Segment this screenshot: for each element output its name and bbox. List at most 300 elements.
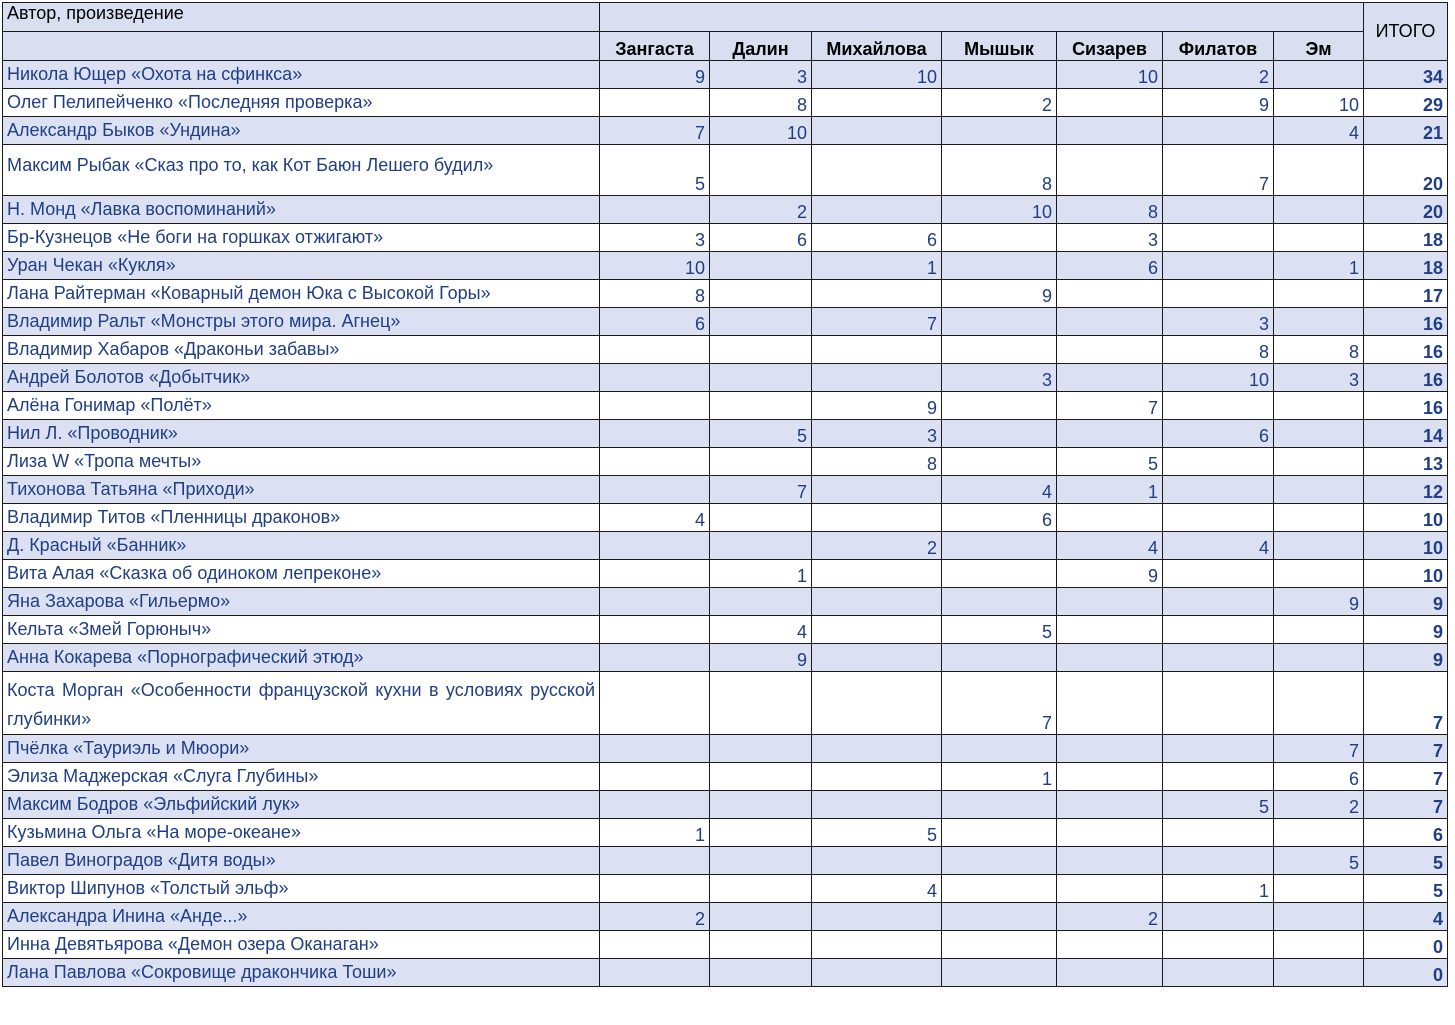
score-cell[interactable] xyxy=(1163,117,1274,145)
score-cell[interactable]: 6 xyxy=(1274,763,1364,791)
author-work-cell[interactable]: Олег Пелипейченко «Последняя проверка» xyxy=(3,89,600,117)
score-cell[interactable]: 2 xyxy=(812,532,942,560)
score-cell[interactable] xyxy=(1274,420,1364,448)
score-cell[interactable] xyxy=(942,336,1057,364)
author-work-cell[interactable]: Владимир Титов «Пленницы драконов» xyxy=(3,504,600,532)
score-cell[interactable] xyxy=(600,196,710,224)
score-cell[interactable] xyxy=(812,117,942,145)
score-cell[interactable] xyxy=(600,336,710,364)
score-cell[interactable]: 4 xyxy=(812,875,942,903)
author-work-cell[interactable]: Андрей Болотов «Добытчик» xyxy=(3,364,600,392)
score-cell[interactable] xyxy=(710,931,812,959)
score-cell[interactable] xyxy=(1163,616,1274,644)
score-cell[interactable] xyxy=(600,588,710,616)
score-cell[interactable]: 9 xyxy=(812,392,942,420)
score-cell[interactable] xyxy=(942,735,1057,763)
score-cell[interactable] xyxy=(942,117,1057,145)
score-cell[interactable] xyxy=(1274,616,1364,644)
score-cell[interactable] xyxy=(812,588,942,616)
table-row xyxy=(3,504,1448,532)
total-cell[interactable]: 16 xyxy=(1364,308,1448,336)
score-cell[interactable] xyxy=(942,560,1057,588)
author-work-cell[interactable]: Н. Монд «Лавка воспоминаний» xyxy=(3,196,600,224)
score-cell[interactable] xyxy=(812,959,942,987)
score-cell[interactable] xyxy=(1274,672,1364,735)
total-cell[interactable]: 9 xyxy=(1364,616,1448,644)
score-cell[interactable] xyxy=(600,616,710,644)
results-table xyxy=(2,2,1448,987)
score-cell[interactable] xyxy=(1163,763,1274,791)
score-cell[interactable] xyxy=(1274,931,1364,959)
score-cell[interactable] xyxy=(1274,224,1364,252)
score-cell[interactable]: 10 xyxy=(942,196,1057,224)
total-cell[interactable]: 10 xyxy=(1364,504,1448,532)
score-cell[interactable] xyxy=(1057,616,1163,644)
score-cell[interactable]: 4 xyxy=(710,616,812,644)
score-cell[interactable] xyxy=(812,931,942,959)
total-cell[interactable]: 0 xyxy=(1364,959,1448,987)
score-cell[interactable]: 6 xyxy=(710,224,812,252)
score-cell[interactable] xyxy=(600,89,710,117)
score-cell[interactable] xyxy=(1163,560,1274,588)
score-cell[interactable] xyxy=(1163,252,1274,280)
score-cell[interactable]: 6 xyxy=(942,504,1057,532)
author-work-cell[interactable]: Бр-Кузнецов «Не боги на горшках отжигают» xyxy=(3,224,600,252)
score-cell[interactable] xyxy=(942,875,1057,903)
score-cell[interactable]: 2 xyxy=(1057,903,1163,931)
score-cell[interactable] xyxy=(1163,819,1274,847)
score-cell[interactable] xyxy=(812,616,942,644)
score-cell[interactable]: 7 xyxy=(600,117,710,145)
total-cell[interactable]: 14 xyxy=(1364,420,1448,448)
score-cell[interactable] xyxy=(812,847,942,875)
score-cell[interactable] xyxy=(1163,931,1274,959)
score-cell[interactable]: 5 xyxy=(1274,847,1364,875)
score-cell[interactable]: 2 xyxy=(710,196,812,224)
score-cell[interactable]: 2 xyxy=(600,903,710,931)
score-cell[interactable]: 6 xyxy=(600,308,710,336)
score-cell[interactable]: 3 xyxy=(1057,224,1163,252)
score-cell[interactable] xyxy=(600,791,710,819)
total-cell[interactable]: 12 xyxy=(1364,476,1448,504)
total-cell[interactable]: 9 xyxy=(1364,644,1448,672)
score-cell[interactable] xyxy=(1274,308,1364,336)
score-cell[interactable] xyxy=(812,735,942,763)
author-work-cell[interactable]: Виктор Шипунов «Толстый эльф» xyxy=(3,875,600,903)
score-cell[interactable]: 8 xyxy=(1163,336,1274,364)
score-cell[interactable] xyxy=(600,448,710,476)
score-cell[interactable]: 5 xyxy=(812,819,942,847)
score-cell[interactable] xyxy=(1163,280,1274,308)
score-cell[interactable] xyxy=(942,931,1057,959)
author-work-cell[interactable]: Пчёлка «Тауриэль и Мюори» xyxy=(3,735,600,763)
author-work-cell[interactable]: Элиза Маджерская «Слуга Глубины» xyxy=(3,763,600,791)
score-cell[interactable] xyxy=(1163,735,1274,763)
score-cell[interactable] xyxy=(942,448,1057,476)
score-cell[interactable] xyxy=(1057,875,1163,903)
total-cell[interactable]: 7 xyxy=(1364,791,1448,819)
score-cell[interactable] xyxy=(1274,875,1364,903)
total-cell[interactable]: 29 xyxy=(1364,89,1448,117)
score-cell[interactable]: 2 xyxy=(942,89,1057,117)
score-cell[interactable]: 9 xyxy=(600,61,710,89)
score-cell[interactable]: 1 xyxy=(1057,476,1163,504)
judges-header-blank[interactable] xyxy=(600,3,1364,32)
score-cell[interactable]: 9 xyxy=(710,644,812,672)
score-cell[interactable] xyxy=(710,145,812,196)
score-cell[interactable] xyxy=(1274,903,1364,931)
table-row xyxy=(3,224,1448,252)
score-cell[interactable] xyxy=(710,588,812,616)
score-cell[interactable]: 4 xyxy=(1163,532,1274,560)
score-cell[interactable]: 6 xyxy=(1057,252,1163,280)
score-cell[interactable]: 1 xyxy=(942,763,1057,791)
score-cell[interactable]: 3 xyxy=(600,224,710,252)
score-cell[interactable] xyxy=(812,280,942,308)
score-cell[interactable]: 6 xyxy=(812,224,942,252)
score-cell[interactable] xyxy=(812,476,942,504)
score-cell[interactable] xyxy=(1163,588,1274,616)
score-cell[interactable] xyxy=(1163,196,1274,224)
total-cell[interactable]: 13 xyxy=(1364,448,1448,476)
score-cell[interactable] xyxy=(710,847,812,875)
score-cell[interactable] xyxy=(1274,196,1364,224)
score-cell[interactable] xyxy=(1057,145,1163,196)
score-cell[interactable]: 3 xyxy=(1163,308,1274,336)
author-work-cell[interactable]: Владимир Ральт «Монстры этого мира. Агнец» xyxy=(3,308,600,336)
author-work-cell[interactable]: Нил Л. «Проводник» xyxy=(3,420,600,448)
author-work-cell[interactable]: Инна Девятьярова «Демон озера Оканаган» xyxy=(3,931,600,959)
total-cell[interactable]: 16 xyxy=(1364,364,1448,392)
score-cell[interactable] xyxy=(1274,819,1364,847)
score-cell[interactable] xyxy=(600,959,710,987)
score-cell[interactable] xyxy=(812,791,942,819)
score-cell[interactable] xyxy=(942,791,1057,819)
score-cell[interactable] xyxy=(1163,392,1274,420)
score-cell[interactable]: 10 xyxy=(600,252,710,280)
author-work-cell[interactable]: Уран Чекан «Кукля» xyxy=(3,252,600,280)
score-cell[interactable]: 1 xyxy=(710,560,812,588)
score-cell[interactable] xyxy=(1057,336,1163,364)
score-cell[interactable] xyxy=(1057,672,1163,735)
judge-header[interactable]: Эм xyxy=(1274,32,1364,61)
score-cell[interactable]: 7 xyxy=(1274,735,1364,763)
total-cell[interactable]: 21 xyxy=(1364,117,1448,145)
score-cell[interactable] xyxy=(1163,672,1274,735)
total-cell[interactable]: 10 xyxy=(1364,532,1448,560)
score-cell[interactable] xyxy=(1057,89,1163,117)
score-cell[interactable] xyxy=(1274,476,1364,504)
table-row xyxy=(3,117,1448,145)
score-cell[interactable] xyxy=(942,819,1057,847)
score-cell[interactable] xyxy=(710,819,812,847)
score-cell[interactable] xyxy=(812,336,942,364)
score-cell[interactable] xyxy=(812,364,942,392)
total-header[interactable]: ИТОГО xyxy=(1364,3,1448,61)
score-cell[interactable] xyxy=(1057,364,1163,392)
score-cell[interactable] xyxy=(710,364,812,392)
score-cell[interactable] xyxy=(1274,145,1364,196)
score-cell[interactable]: 4 xyxy=(600,504,710,532)
author-work-cell[interactable]: Павел Виноградов «Дитя воды» xyxy=(3,847,600,875)
total-cell[interactable]: 17 xyxy=(1364,280,1448,308)
score-cell[interactable] xyxy=(1163,959,1274,987)
score-cell[interactable] xyxy=(942,532,1057,560)
author-work-cell[interactable]: Кузьмина Ольга «На море-океане» xyxy=(3,819,600,847)
score-cell[interactable] xyxy=(1274,532,1364,560)
score-cell[interactable]: 5 xyxy=(1163,791,1274,819)
score-cell[interactable] xyxy=(710,532,812,560)
score-cell[interactable]: 2 xyxy=(1274,791,1364,819)
score-cell[interactable]: 3 xyxy=(1274,364,1364,392)
score-cell[interactable] xyxy=(600,931,710,959)
score-cell[interactable]: 10 xyxy=(812,61,942,89)
score-cell[interactable] xyxy=(710,504,812,532)
judge-header[interactable]: Филатов xyxy=(1163,32,1274,61)
author-header-blank[interactable] xyxy=(3,32,600,61)
score-cell[interactable] xyxy=(710,308,812,336)
score-cell[interactable] xyxy=(1274,504,1364,532)
score-cell[interactable] xyxy=(710,252,812,280)
judge-header[interactable]: Зангаста xyxy=(600,32,710,61)
score-cell[interactable]: 7 xyxy=(1163,145,1274,196)
table-row xyxy=(3,89,1448,117)
score-cell[interactable] xyxy=(942,61,1057,89)
score-cell[interactable] xyxy=(710,959,812,987)
score-cell[interactable]: 8 xyxy=(710,89,812,117)
score-cell[interactable] xyxy=(1057,588,1163,616)
score-cell[interactable]: 9 xyxy=(1057,560,1163,588)
score-cell[interactable] xyxy=(1057,644,1163,672)
author-work-cell[interactable]: Владимир Хабаров «Драконьи забавы» xyxy=(3,336,600,364)
score-cell[interactable]: 9 xyxy=(1274,588,1364,616)
score-cell[interactable] xyxy=(942,392,1057,420)
score-cell[interactable] xyxy=(600,364,710,392)
score-cell[interactable]: 8 xyxy=(1274,336,1364,364)
total-cell[interactable]: 5 xyxy=(1364,875,1448,903)
score-cell[interactable]: 5 xyxy=(1057,448,1163,476)
score-cell[interactable] xyxy=(1057,117,1163,145)
score-cell[interactable]: 10 xyxy=(710,117,812,145)
author-work-cell[interactable]: Кельта «Змей Горюныч» xyxy=(3,616,600,644)
author-work-cell[interactable]: Александра Инина «Анде...» xyxy=(3,903,600,931)
score-cell[interactable] xyxy=(600,420,710,448)
table-row xyxy=(3,847,1448,875)
score-cell[interactable] xyxy=(1057,735,1163,763)
score-cell[interactable]: 6 xyxy=(1163,420,1274,448)
score-cell[interactable]: 7 xyxy=(942,672,1057,735)
author-work-cell[interactable]: Алёна Гонимар «Полёт» xyxy=(3,392,600,420)
score-cell[interactable]: 3 xyxy=(942,364,1057,392)
author-work-cell[interactable]: Яна Захарова «Гильермо» xyxy=(3,588,600,616)
score-cell[interactable]: 8 xyxy=(812,448,942,476)
total-cell[interactable]: 4 xyxy=(1364,903,1448,931)
score-cell[interactable] xyxy=(942,847,1057,875)
total-cell[interactable]: 7 xyxy=(1364,735,1448,763)
score-cell[interactable]: 5 xyxy=(600,145,710,196)
table-row xyxy=(3,532,1448,560)
score-cell[interactable] xyxy=(710,280,812,308)
score-cell[interactable] xyxy=(1274,280,1364,308)
total-cell[interactable]: 7 xyxy=(1364,672,1448,735)
score-cell[interactable]: 10 xyxy=(1163,364,1274,392)
score-cell[interactable]: 4 xyxy=(1274,117,1364,145)
author-header[interactable]: Автор, произведение xyxy=(3,3,600,32)
judge-header[interactable]: Михайлова xyxy=(812,32,942,61)
total-cell[interactable]: 10 xyxy=(1364,560,1448,588)
score-cell[interactable]: 1 xyxy=(812,252,942,280)
author-work-cell[interactable]: Д. Красный «Банник» xyxy=(3,532,600,560)
score-cell[interactable] xyxy=(1057,420,1163,448)
score-cell[interactable] xyxy=(1163,476,1274,504)
score-cell[interactable] xyxy=(812,504,942,532)
table-row xyxy=(3,735,1448,763)
score-cell[interactable] xyxy=(600,476,710,504)
score-cell[interactable]: 7 xyxy=(1057,392,1163,420)
score-cell[interactable] xyxy=(942,252,1057,280)
score-cell[interactable] xyxy=(710,791,812,819)
score-cell[interactable] xyxy=(600,735,710,763)
score-cell[interactable] xyxy=(710,903,812,931)
total-cell[interactable]: 16 xyxy=(1364,336,1448,364)
score-cell[interactable] xyxy=(710,763,812,791)
score-cell[interactable] xyxy=(600,763,710,791)
author-work-cell[interactable]: Александр Быков «Ундина» xyxy=(3,117,600,145)
score-cell[interactable] xyxy=(600,532,710,560)
total-cell[interactable]: 7 xyxy=(1364,763,1448,791)
score-cell[interactable] xyxy=(710,875,812,903)
score-cell[interactable]: 2 xyxy=(1163,61,1274,89)
author-work-cell[interactable]: Тихонова Татьяна «Приходи» xyxy=(3,476,600,504)
score-cell[interactable] xyxy=(812,763,942,791)
total-cell[interactable]: 20 xyxy=(1364,196,1448,224)
score-cell[interactable] xyxy=(942,224,1057,252)
score-cell[interactable] xyxy=(942,903,1057,931)
table-row xyxy=(3,364,1448,392)
total-cell[interactable]: 0 xyxy=(1364,931,1448,959)
total-cell[interactable]: 18 xyxy=(1364,224,1448,252)
score-cell[interactable] xyxy=(1163,644,1274,672)
author-work-cell[interactable]: Коста Морган «Особенности французской кухни в условиях русской глубинки» xyxy=(3,672,600,735)
score-cell[interactable] xyxy=(942,959,1057,987)
score-cell[interactable]: 8 xyxy=(942,145,1057,196)
score-cell[interactable] xyxy=(1274,392,1364,420)
score-cell[interactable] xyxy=(1163,847,1274,875)
judge-header[interactable]: Мышык xyxy=(942,32,1057,61)
score-cell[interactable] xyxy=(600,847,710,875)
score-cell[interactable] xyxy=(1057,931,1163,959)
score-cell[interactable] xyxy=(1274,560,1364,588)
score-cell[interactable] xyxy=(812,560,942,588)
score-cell[interactable] xyxy=(812,196,942,224)
score-cell[interactable]: 10 xyxy=(1274,89,1364,117)
score-cell[interactable]: 3 xyxy=(812,420,942,448)
table-row xyxy=(3,616,1448,644)
score-cell[interactable] xyxy=(1274,959,1364,987)
score-cell[interactable]: 4 xyxy=(942,476,1057,504)
author-work-cell[interactable]: Анна Кокарева «Порнографический этюд» xyxy=(3,644,600,672)
score-cell[interactable]: 7 xyxy=(710,476,812,504)
score-cell[interactable]: 1 xyxy=(1274,252,1364,280)
author-work-cell[interactable]: Лана Павлова «Сокровище дракончика Тоши» xyxy=(3,959,600,987)
score-cell[interactable]: 1 xyxy=(600,819,710,847)
score-cell[interactable] xyxy=(812,672,942,735)
score-cell[interactable] xyxy=(710,336,812,364)
total-cell[interactable]: 16 xyxy=(1364,392,1448,420)
total-cell[interactable]: 34 xyxy=(1364,61,1448,89)
judge-header[interactable]: Сизарев xyxy=(1057,32,1163,61)
total-cell[interactable]: 5 xyxy=(1364,847,1448,875)
score-cell[interactable]: 1 xyxy=(1163,875,1274,903)
score-cell[interactable] xyxy=(1274,448,1364,476)
score-cell[interactable] xyxy=(1163,448,1274,476)
score-cell[interactable] xyxy=(600,644,710,672)
total-cell[interactable]: 6 xyxy=(1364,819,1448,847)
score-cell[interactable] xyxy=(942,420,1057,448)
score-cell[interactable]: 5 xyxy=(710,420,812,448)
score-cell[interactable] xyxy=(1057,819,1163,847)
score-cell[interactable] xyxy=(942,308,1057,336)
score-cell[interactable] xyxy=(1057,959,1163,987)
score-cell[interactable] xyxy=(1274,644,1364,672)
total-cell[interactable]: 9 xyxy=(1364,588,1448,616)
score-cell[interactable] xyxy=(812,903,942,931)
score-cell[interactable]: 7 xyxy=(812,308,942,336)
score-cell[interactable]: 8 xyxy=(1057,196,1163,224)
score-cell[interactable] xyxy=(942,644,1057,672)
score-cell[interactable] xyxy=(812,89,942,117)
score-cell[interactable]: 9 xyxy=(942,280,1057,308)
score-cell[interactable] xyxy=(710,448,812,476)
score-cell[interactable] xyxy=(600,672,710,735)
author-work-cell[interactable]: Максим Бодров «Эльфийский лук» xyxy=(3,791,600,819)
score-cell[interactable] xyxy=(710,392,812,420)
score-cell[interactable]: 10 xyxy=(1057,61,1163,89)
judge-header[interactable]: Далин xyxy=(710,32,812,61)
score-cell[interactable] xyxy=(710,735,812,763)
score-cell[interactable] xyxy=(812,145,942,196)
score-cell[interactable] xyxy=(1057,847,1163,875)
score-cell[interactable]: 9 xyxy=(1163,89,1274,117)
author-work-cell[interactable]: Никола Ющер «Охота на сфинкса» xyxy=(3,61,600,89)
score-cell[interactable]: 4 xyxy=(1057,532,1163,560)
score-cell[interactable] xyxy=(600,875,710,903)
total-cell[interactable]: 18 xyxy=(1364,252,1448,280)
score-cell[interactable] xyxy=(1163,224,1274,252)
author-work-cell[interactable]: Лана Райтерман «Коварный демон Юка с Высокой Горы» xyxy=(3,280,600,308)
author-work-cell[interactable]: Вита Алая «Сказка об одиноком лепреконе» xyxy=(3,560,600,588)
score-cell[interactable] xyxy=(1274,61,1364,89)
total-cell[interactable]: 20 xyxy=(1364,145,1448,196)
score-cell[interactable]: 3 xyxy=(710,61,812,89)
score-cell[interactable] xyxy=(1163,903,1274,931)
score-cell[interactable]: 8 xyxy=(600,280,710,308)
score-cell[interactable] xyxy=(600,392,710,420)
score-cell[interactable] xyxy=(1057,308,1163,336)
score-cell[interactable] xyxy=(1057,791,1163,819)
score-cell[interactable] xyxy=(600,560,710,588)
score-cell[interactable]: 5 xyxy=(942,616,1057,644)
score-cell[interactable] xyxy=(1057,280,1163,308)
score-cell[interactable] xyxy=(1163,504,1274,532)
author-work-cell[interactable]: Лиза W «Тропа мечты» xyxy=(3,448,600,476)
score-cell[interactable] xyxy=(710,672,812,735)
score-cell[interactable] xyxy=(1057,763,1163,791)
score-cell[interactable] xyxy=(942,588,1057,616)
score-cell[interactable] xyxy=(1057,504,1163,532)
score-cell[interactable] xyxy=(812,644,942,672)
author-work-cell[interactable]: Максим Рыбак «Сказ про то, как Кот Баюн Лешего будил» xyxy=(3,145,600,196)
